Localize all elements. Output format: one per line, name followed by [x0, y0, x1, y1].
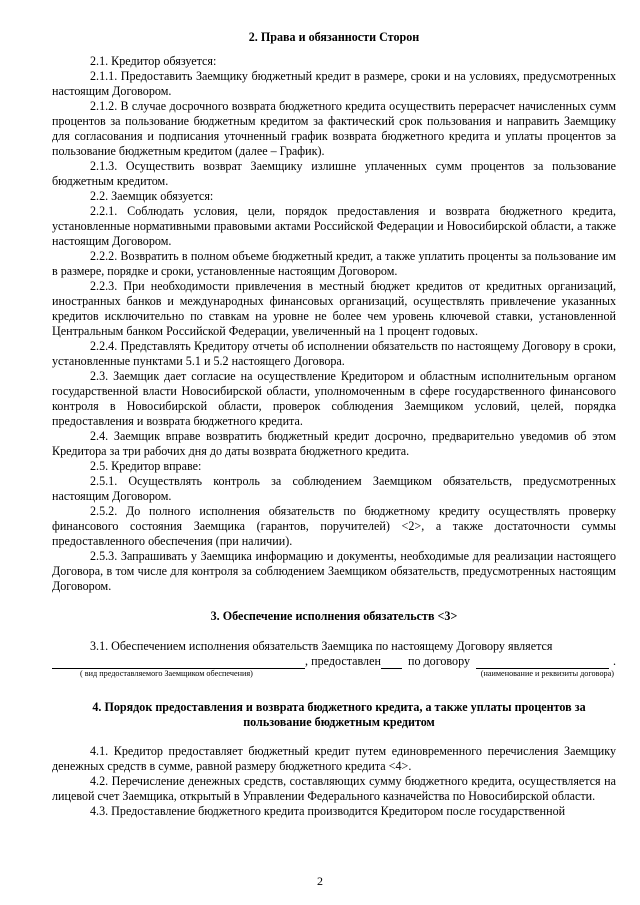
fill-line-captions [52, 669, 616, 679]
paragraph-2-5-3: 2.5.3. Запрашивать у Заемщика информацию и документы, необходимые для реализации настоящего Договора, в том числе для контроля за соблюдением Заемщиком обязательств, предусмотренных настоящим Договором. [52, 549, 616, 593]
paragraph-2-1-1: 2.1.1. Предоставить Заемщику бюджетный кредит в размере, сроки и на условиях, предусмотренных настоящим Договором. [52, 69, 616, 98]
paragraph-4-2: 4.2. Перечисление денежных средств, составляющих сумму бюджетного кредита, осуществляется на лицевой счет Заемщика, открытый в Управлении Федерального казначейства по Новосибирской области. [52, 774, 616, 803]
paragraph-2-1: 2.1. Кредитор обязуется: [90, 54, 217, 68]
paragraph-2-4: 2.4. Заемщик вправе возвратить бюджетный кредит досрочно, предварительно уведомив об этом Кредитора за три рабочих дня до даты возврата бюджетного кредита. [52, 429, 616, 458]
paragraph-4-3: 4.3. Предоставление бюджетного кредита производится Кредитором после государственной [90, 804, 566, 818]
page-number: 2 [317, 874, 323, 888]
section-3-title: 3. Обеспечение исполнения обязательств <3> [210, 609, 458, 623]
paragraph-2-2-1: 2.2.1. Соблюдать условия, цели, порядок предоставления и возврата бюджетного кредита, установленные нормативными правовыми актами Российской Федерации и Новосибирской области, а также настоящим Договором. [52, 204, 616, 248]
section-2-title: 2. Права и обязанности Сторон [248, 30, 420, 44]
paragraph-2-2: 2.2. Заемщик обязуется: [90, 189, 214, 203]
paragraph-2-2-3: 2.2.3. При необходимости привлечения в местный бюджет кредитов от кредитных организаций, иностранных банков и международных финансовых организаций, осуществлять привлечение указанных кредитов исключительно по ставкам на уровне не более чем уровень ключевой ставки, установленной Центральным банком Российской Федерации, увеличенный на 1 процент годовых. [52, 279, 616, 338]
caption-security-type: ( вид предоставляемого Заемщиком обеспечения) [80, 669, 253, 678]
paragraph-2-2-4: 2.2.4. Представлять Кредитору отчеты об исполнении обязательств по настоящему Договору в сроки, установленные пунктами 5.1 и 5.2 настоящего Договора. [52, 339, 616, 368]
provided-text: , предоставлен [305, 654, 381, 668]
paragraph-2-1-2: 2.1.2. В случае досрочного возврата бюджетного кредита осуществить перерасчет начисленных сумм процентов за пользование бюджетным кредитом за фактический срок пользования и направить Заемщику для согласования и подписания уточненный график возврата бюджетного кредита и уплаты процентов за пользование бюджетным кредитом (далее – График). [52, 99, 616, 158]
document-page [52, 30, 616, 819]
paragraph-2-5-2: 2.5.2. До полного исполнения обязательств по бюджетному кредиту осуществлять проверку финансового состояния Заемщика (гарантов, поручителей) <2>, а также достаточности суммы предоставленного обеспечения (при наличии). [52, 504, 616, 548]
paragraph-2-3: 2.3. Заемщик дает согласие на осуществление Кредитором и областным исполнительным органом государственной власти Новосибирской области, уполномоченным в сфере государственного финансового контроля в Новосибирской области, проверок соблюдения Заемщиком условий, целей, порядка предоставления и возврата бюджетного кредита. [52, 369, 616, 428]
paragraph-3-1: 3.1. Обеспечением исполнения обязательств Заемщика по настоящему Договору является [90, 639, 553, 653]
end-punctuation: . [612, 654, 616, 668]
contract-text: по договору [407, 654, 471, 668]
caption-contract: (наименование и реквизиты договора) [480, 669, 614, 678]
security-fill-line [52, 654, 616, 669]
paragraph-4-1: 4.1. Кредитор предоставляет бюджетный кредит путем единовременного перечисления Заемщику денежных средств в сумме, равной размеру бюджетного кредита <4>. [52, 744, 616, 773]
section-4-title: 4. Порядок предоставления и возврата бюджетного кредита, а также уплаты процентов за пользование бюджетным кредитом [92, 700, 586, 729]
paragraph-2-2-2: 2.2.2. Возвратить в полном объеме бюджетный кредит, а также уплатить проценты за пользование им в размере, порядке и сроки, установленные настоящим Договором. [52, 249, 616, 278]
paragraph-2-5-1: 2.5.1. Осуществлять контроль за соблюдением Заемщиком обязательств, предусмотренных настоящим Договором. [52, 474, 616, 503]
paragraph-2-1-3: 2.1.3. Осуществить возврат Заемщику излишне уплаченных сумм процентов за пользование бюджетным кредитом. [52, 159, 616, 188]
paragraph-2-5: 2.5. Кредитор вправе: [90, 459, 202, 473]
provided-blank [381, 656, 402, 669]
security-type-blank [52, 656, 305, 669]
contract-blank [476, 656, 609, 669]
